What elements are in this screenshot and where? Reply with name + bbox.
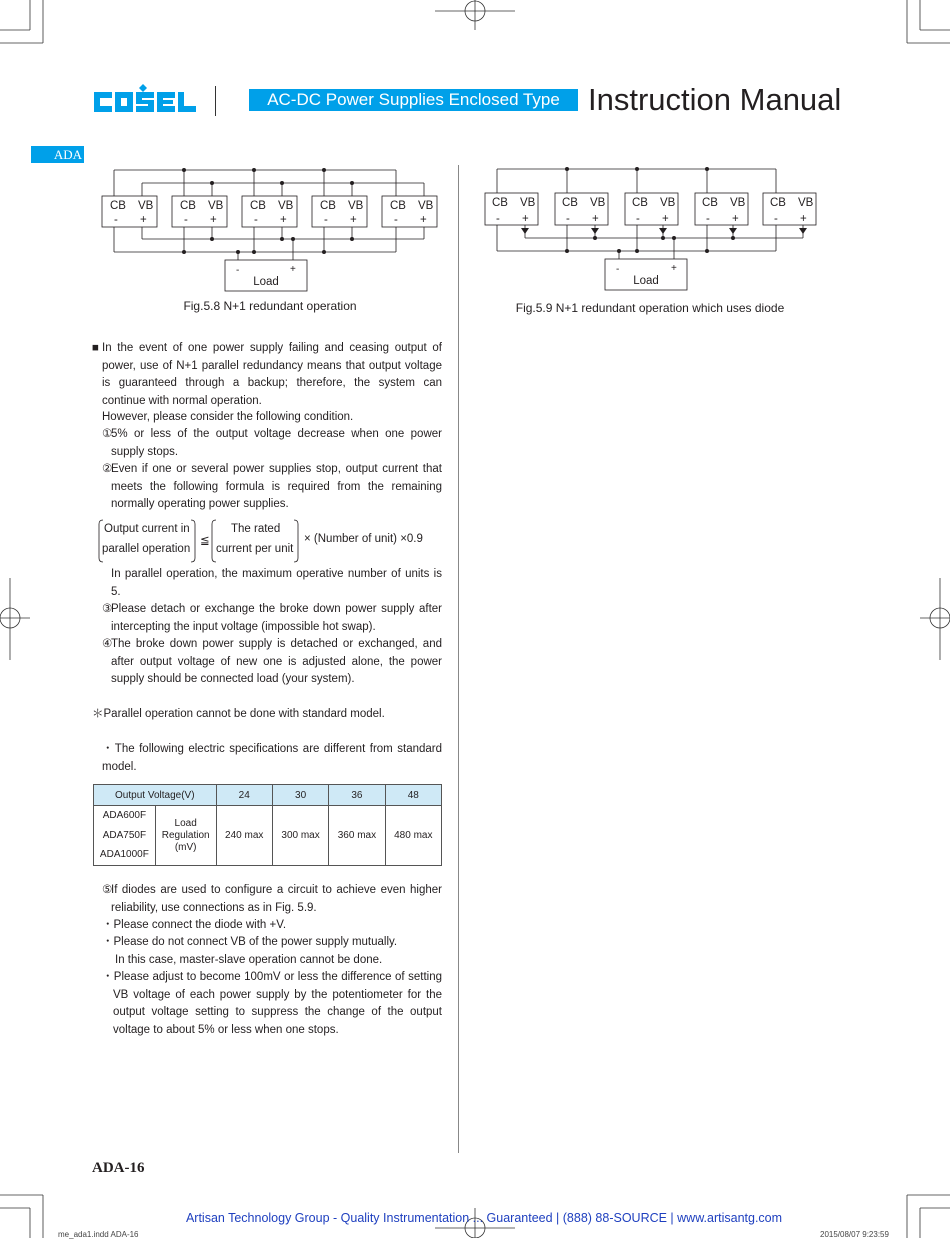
unit-vb-label: VB — [590, 197, 606, 209]
figure-5-9-caption: Fig.5.9 N+1 redundant operation which uses diode — [515, 301, 785, 315]
footer-link[interactable]: Artisan Technology Group - Quality Instrumentation ... Guaranteed | (888) 88-SOURCE | www.artisantg.com — [185, 1211, 783, 1225]
unit-minus-label: - — [254, 214, 258, 226]
unit-cb-label: CB — [562, 197, 578, 209]
product-banner: AC-DC Power Supplies Enclosed Type — [249, 89, 578, 111]
figure-5-9-diagram — [478, 160, 823, 295]
unit-plus-label: + — [140, 214, 147, 226]
current-formula — [98, 519, 458, 563]
item-2 — [102, 461, 442, 514]
unit-minus-label: - — [566, 213, 570, 225]
value-cell: 240 max — [216, 806, 272, 866]
unit-minus-label: - — [774, 213, 778, 225]
unit-cb-label: CB — [250, 200, 266, 212]
unit-plus-label: + — [210, 214, 217, 226]
unit-plus-label: + — [420, 214, 427, 226]
intro-text: In the event of one power supply failing and ceasing output of power, use of N+1 parallel redundancy means that output voltage is guaranteed through a backup; therefore, the system can continue with normal operation. — [102, 342, 442, 407]
figure-5-8-diagram — [95, 163, 445, 295]
parallel-note: In parallel operation, the maximum operative number of units is 5. — [111, 568, 442, 598]
item-1-text: 5% or less of the output voltage decrease when one power supply stops. — [111, 428, 442, 458]
unit-minus-label: - — [324, 214, 328, 226]
header-output-voltage: Output Voltage(V) — [94, 785, 217, 806]
item-3 — [102, 601, 442, 636]
page-title: Instruction Manual — [588, 82, 842, 117]
unit-cb-label: CB — [492, 197, 508, 209]
section-tab: ADA — [31, 146, 84, 163]
load-label: Load — [633, 275, 659, 287]
spec-table — [93, 784, 442, 866]
asterisk-note: ＊Parallel operation cannot be done with standard model. — [92, 708, 385, 720]
unit-cb-label: CB — [110, 200, 126, 212]
unit-vb-label: VB — [138, 200, 154, 212]
unit-vb-label: VB — [660, 197, 676, 209]
however-text: However, please consider the following condition. — [102, 411, 354, 423]
model-name: ADA600F — [102, 810, 147, 822]
item-5 — [102, 882, 442, 917]
logo-text: COSEL — [92, 84, 96, 85]
formula-mid-line2: current per unit — [216, 543, 294, 555]
unit-cb-label: CB — [632, 197, 648, 209]
param-line: Regulation — [161, 829, 210, 841]
cosel-logo — [92, 84, 202, 116]
item-4 — [102, 636, 442, 689]
formula-right: × (Number of unit) ×0.9 — [304, 533, 423, 545]
unit-plus-label: + — [662, 213, 669, 225]
load-minus: - — [616, 264, 620, 275]
unit-plus-label: + — [732, 213, 739, 225]
table-header-row — [94, 785, 442, 806]
unit-cb-label: CB — [320, 200, 336, 212]
unit-plus-label: + — [522, 213, 529, 225]
bullet-no-vb-note: In this case, master-slave operation cannot be done. — [115, 954, 383, 966]
model-cell — [94, 806, 156, 866]
unit-cb-label: CB — [180, 200, 196, 212]
unit-plus-label: + — [800, 213, 807, 225]
item-2-number: ② — [102, 463, 113, 475]
header-voltage: 48 — [385, 785, 441, 806]
figure-5-8-caption: Fig.5.8 N+1 redundant operation — [183, 299, 357, 313]
formula-mid-line1: The rated — [231, 523, 281, 535]
unit-minus-label: - — [184, 214, 188, 226]
model-name: ADA750F — [102, 829, 147, 841]
unit-minus-label: - — [114, 214, 118, 226]
param-cell — [155, 806, 216, 866]
param-line: (mV) — [174, 841, 197, 853]
unit-minus-label: - — [706, 213, 710, 225]
intro-paragraph — [92, 340, 442, 410]
unit-minus-label: - — [636, 213, 640, 225]
param-line: Load — [174, 817, 197, 829]
print-slug-right: 2015/08/07 9:23:59 — [820, 1230, 889, 1239]
load-label: Load — [253, 276, 279, 288]
item-2-text: Even if one or several power supplies stop, output current that meets the following formula is required from the remaining normally operating power supplies. — [111, 463, 442, 510]
item-1-number: ① — [102, 428, 113, 440]
bullet-connect-diode: ・Please connect the diode with +V. — [102, 919, 287, 931]
header-voltage: 24 — [216, 785, 272, 806]
item-5-number: ⑤ — [102, 884, 113, 896]
unit-plus-label: + — [350, 214, 357, 226]
unit-cb-label: CB — [390, 200, 406, 212]
page-number: ADA-16 — [92, 1160, 145, 1176]
unit-minus-label: - — [394, 214, 398, 226]
formula-left-line2: parallel operation — [102, 543, 191, 555]
unit-minus-label: - — [496, 213, 500, 225]
formula-operator: ≦ — [200, 535, 210, 547]
unit-plus-label: + — [280, 214, 287, 226]
print-slug-left: me_ada1.indd ADA-16 — [58, 1230, 139, 1239]
load-plus: + — [671, 263, 677, 274]
load-minus: - — [236, 265, 240, 276]
formula-left-line1: Output current in — [104, 523, 190, 535]
model-name: ADA1000F — [99, 849, 149, 861]
bullet-adjust-vb: ・Please adjust to become 100mV or less the difference of setting VB voltage of each power supply by the potentiometer for the output voltage setting to suppress the change of the output voltage to about 5% or less when one stops. — [102, 971, 442, 1036]
load-plus: + — [290, 264, 296, 275]
unit-cb-label: CB — [702, 197, 718, 209]
column-divider — [458, 165, 459, 1153]
unit-vb-label: VB — [520, 197, 536, 209]
table-row — [94, 806, 442, 866]
unit-vb-label: VB — [208, 200, 224, 212]
item-3-number: ③ — [102, 603, 113, 615]
value-cell: 360 max — [329, 806, 385, 866]
bullet-no-vb: ・Please do not connect VB of the power supply mutually. — [102, 936, 398, 948]
spec-intro: ・The following electric specifications are different from standard model. — [102, 743, 442, 773]
item-4-number: ④ — [102, 638, 113, 650]
unit-vb-label: VB — [798, 197, 814, 209]
unit-plus-label: + — [592, 213, 599, 225]
unit-vb-label: VB — [278, 200, 294, 212]
unit-vb-label: VB — [730, 197, 746, 209]
item-3-text: Please detach or exchange the broke down power supply after intercepting the input voltage (impossible hot swap). — [111, 603, 442, 633]
item-4-text: The broke down power supply is detached or exchanged, and after output voltage of new one is adjusted alone, the power supply should be connected load (your system). — [111, 638, 442, 685]
item-1 — [102, 426, 442, 461]
value-cell: 300 max — [272, 806, 328, 866]
unit-vb-label: VB — [348, 200, 364, 212]
logo-separator — [215, 86, 216, 116]
item-5-text: If diodes are used to configure a circuit to achieve even higher reliability, use connections as in Fig. 5.9. — [111, 884, 442, 914]
header-voltage: 36 — [329, 785, 385, 806]
header-voltage: 30 — [272, 785, 328, 806]
square-bullet: ■ — [92, 342, 99, 354]
unit-vb-label: VB — [418, 200, 434, 212]
value-cell: 480 max — [385, 806, 441, 866]
unit-cb-label: CB — [770, 197, 786, 209]
